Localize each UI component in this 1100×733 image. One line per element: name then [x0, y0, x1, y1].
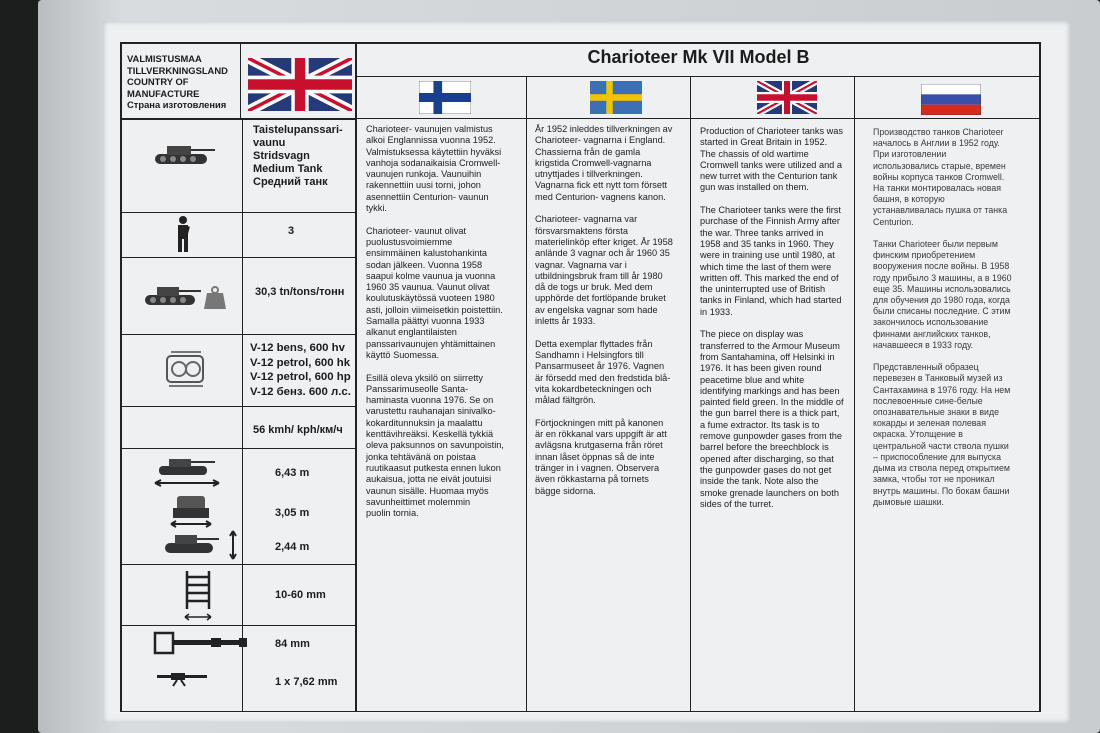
engine-value: V-12 bens, 600 hv V-12 petrol, 600 hk V-12 petrol, 600 hp V-12 бенз. 600 л.с. [250, 342, 351, 398]
tank-length-icon [151, 454, 223, 490]
engine-icon [161, 346, 211, 392]
dark-background [0, 0, 38, 733]
page-title: Charioteer Mk VII Model B [587, 47, 810, 67]
gun-icon [151, 629, 249, 663]
russia-flag [921, 84, 981, 115]
soldier-icon [171, 214, 195, 254]
swedish-text: År 1952 inleddes tillverkningen av Charioteer- vagnarna i England. Chassierna från de gamla krigstida Cromwell-vagnarna utnyttjades i tillverkningen. Vagnarna fick ett nytt torn försett med Centurion- vagnens kanon. Charioteer- vagnarna var försvarsmaktens första materielinköp efter kriget. År 1958 anlände 3 vagnar och år 1960 35 vagnar. Vagnarna var i utbildningsbruk fram till år 1980 då de togs ur bruk. Med dem upphörde det fortlöpande bruket av engelska vagnar som hade inletts år 1933. Detta exemplar flyttades från Sandhamn i Helsingfors till Pansarmuseet år 1976. Vagnen är försedd med den fredstida blå- vita kokardbeteckningen och målad fältgrön. Förtjockningen mitt på kanonen är en rökkanal vars uppgift är att avlägsna krutgaserna från röret innan låset öppnas så de inte tränger in i vagnen. Observera även rökkastarna på tornets bägge sidorna. [535, 124, 673, 496]
crew-value: 3 [288, 225, 295, 237]
tank-height-icon [161, 529, 241, 561]
russian-text: Производство танков Charioteer началось в Англии в 1952 году. При изготовлении использовались старые, времен войны корпуса танков Cromwell. На танки монтировалась новая башня, в которую устанавливалась пушка от танка Centurion. Танки Charioteer были первым финским приобретением вооружения после войны. В 1958 году прибыло 3 машины, а в 1960 еще 35. Машины использовались для обучения до 1980 года, когда были списаны последние. С этим закончилось использование финнами английских танков, начавшееся в 1933 году. Представленный образец перевезен в Танковый музей из Сантахамина в 1976 году. На нем послевоенные сине-белые опознавательные знаки в виде кокарды и зеленая полевая окраска. Утолщение в центральной части ствола пушки – приспособление для выпуска дыма из ствола перед открытием замка, чтобы тот не проникал внутрь машины. По бокам башни дымовые шашки. [873, 127, 1012, 507]
uk-flag-small [757, 81, 817, 114]
weight-value: 30,3 tn/tons/тонн [255, 286, 345, 298]
speed-value: 56 kmh/ kph/км/ч [253, 424, 343, 436]
width-value: 3,05 m [275, 507, 310, 519]
tank-weight-icon [143, 279, 228, 311]
finnish-text: Charioteer- vaunujen valmistus alkoi Englannissa vuonna 1952. Valmistuksessa käytettiin hyväksi vanhoja sodanaikaisia Cromwell- vaunujen runkoja. Vaunuihin rakennettiin uusi torni, johon asennettiin Centurion- vaunun tykki. Charioteer- vaunut olivat puolustusvoimiemme ensimmäinen kalustohankinta sodan jälkeen. Vuonna 1958 saapui kolme vaunua ja vuonna 1960 35 vaunua. Vaunut olivat koulutuskäytössä vuoteen 1980 asti, jolloin viimeisetkin poistettiin. Samalla päättyi vuonna 1933 alkanut englantilaisten panssarivaunujen yhtämittainen käyttö Suomessa. Esillä oleva yksilö on siirretty Panssarimuseolle Santa- haminasta vuonna 1976. Se on varustettu rauhanajan sinivalko- kokarditunnuksin ja maalattu kenttävihreäksi. Keskellä tykkiä oleva paksunnos on savunpoistin, jonka tehtävänä on poistaa ruutikaasut putkesta ennen lukon aukaisua, jotta ne eivät joutuisi vaunun sisälle. Huomaa myös savunheittimet molemmin puolin tornia. [366, 124, 504, 519]
tank-type-label: Taistelupanssari- vaunu Stridsvagn Medium Tank Средний танк [253, 124, 343, 188]
country-of-manufacture-label: VALMISTUSMAA TILLVERKNINGSLAND COUNTRY OF MANUFACTURE Страна изготовления [127, 53, 228, 111]
sweden-flag [590, 81, 642, 114]
finland-flag [419, 81, 471, 114]
tank-front-icon [169, 492, 213, 528]
info-board [103, 21, 1070, 723]
gun-caliber-value: 84 mm [275, 638, 310, 650]
machine-gun-icon [155, 669, 211, 687]
length-value: 6,43 m [275, 467, 310, 479]
tank-side-icon [151, 138, 216, 168]
machine-gun-value: 1 x 7,62 mm [275, 676, 338, 688]
ladder-icon [181, 569, 215, 623]
trench-value: 10-60 mm [275, 589, 326, 601]
height-value: 2,44 m [275, 541, 310, 553]
uk-flag-large [248, 58, 352, 111]
english-text: Production of Charioteer tanks was started in Great Britain in 1952. The chassis of old wartime Cromwell tanks were utilized and a new turret with the Centurion tank gun was installed on them. The Charioteer tanks were the first purchase of the Finnish Army after the war. Three tanks arrived in 1958 and 35 tanks in 1960. They were in training use until 1980, at which time the last of them were written off. This marked the end of the uninterrupted use of British tanks in Finland, which had started in 1933. The piece on display was transferred to the Armour Museum from Santahamina, off Helsinki in 1976. It has been given round peacetime blue and white identifying markings and has been painted field green. In the middle of the gun barrel there is a thick part, a fume extractor. Its task is to remove gunpowder gases from the barrel before the breechblock is opened after discharging, so that the gunpowder gases do not get inside the tank. Note also the smoke grenade launchers on both sides of the turret. [700, 126, 844, 509]
